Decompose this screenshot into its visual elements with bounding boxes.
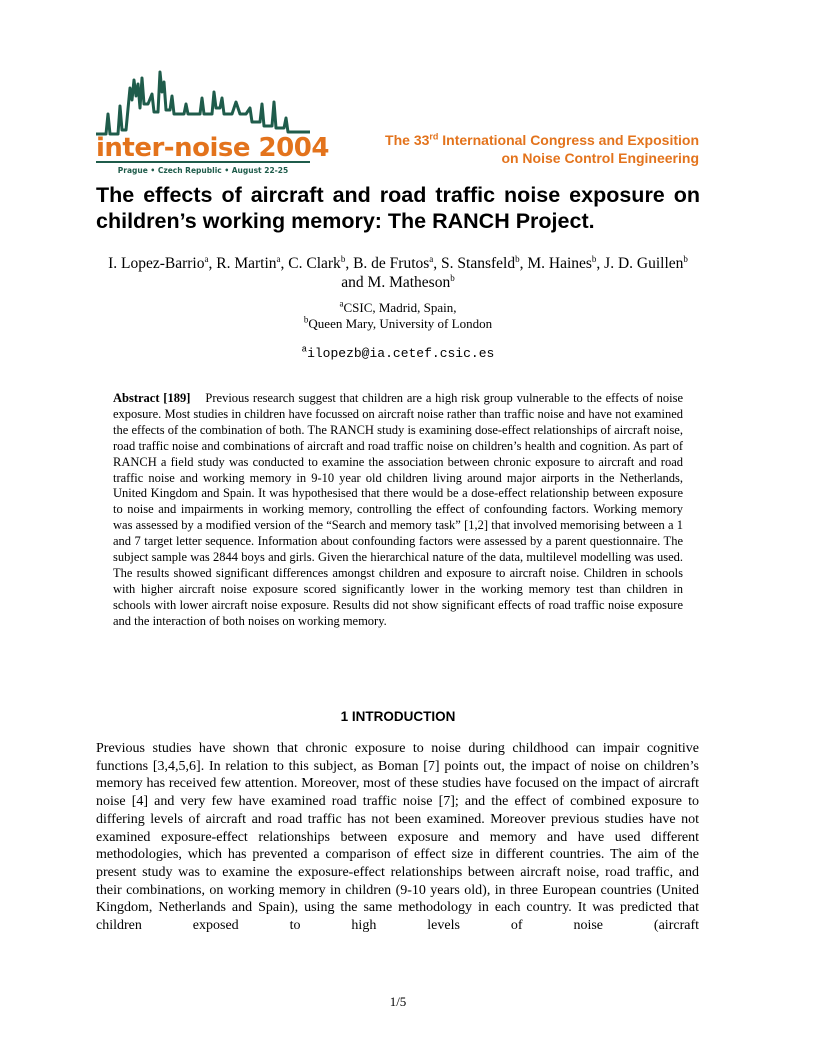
author-separator: and [341, 274, 368, 291]
author-affil-marker: a [204, 253, 209, 264]
affiliation-b [96, 316, 700, 332]
congress-line-1 [385, 131, 699, 149]
author-affil-marker: a [429, 253, 434, 264]
author-list [96, 254, 700, 292]
affil-text: Queen Mary, University of London [308, 316, 493, 331]
congress-header [385, 131, 699, 167]
author-affil-marker: b [515, 253, 520, 264]
logo-wordmark: inter-noise 2004 [96, 133, 329, 163]
section-heading: 1 INTRODUCTION [340, 709, 456, 724]
author-name: C. Clark [288, 255, 341, 272]
congress-text: The 33 [385, 132, 430, 148]
affiliation-a [96, 300, 700, 316]
abstract [113, 391, 683, 630]
paper-title: The effects of aircraft and road traffic noise exposure on children’s working memory: The RANCH Project. [96, 183, 700, 233]
affil-marker: b [303, 314, 309, 325]
congress-line-2: on Noise Control Engineering [501, 150, 699, 166]
author-name: J. D. Guillen [604, 255, 684, 272]
author-name: B. de Frutos [353, 255, 430, 272]
inter-noise-logo [96, 68, 329, 180]
ordinal-suffix: rd [429, 131, 439, 142]
author-name: M. Matheson [367, 274, 451, 291]
abstract-text: Previous research suggest that children are a high risk group vulnerable to the effects of noise exposure. Most studies in children have focussed on aircraft noise rather than traffic noise and have not examined the effects of the combination of both. The RANCH study is examining dose-effect relationships of aircraft noise, road traffic noise and combinations of aircraft and road traffic noise on children’s health and cognition. As part of RANCH a field study was conducted to examine the association between chronic exposure to aircraft and road traffic noise and working memory in 9-10 year old children living around major airports in the Netherlands, United Kingdom and Spain. It was hypothesised that there would be a dose-effect relationship between exposure to noise and impairments in working memory, controlling the effect of confounding factors. Working memory was assessed by a modified version of the “Search and memory task” [1,2] that involved memorising between a 1 and 7 target letter sequence. Information about confounding factors were assessed by a parent questionnaire. The subject sample was 2844 boys and girls. Given the hierarchical nature of the data, multilevel modelling was used. The results showed significant differences amongst children and exposure to aircraft noise. Children in schools with higher aircraft noise exposure scored significantly lower in the working memory test than children in schools with lower aircraft noise exposure. Results did not show significant effects of road traffic noise exposure and the interaction of both noises on working memory. [113, 391, 684, 628]
author-affil-marker: b [340, 253, 346, 264]
email-address[interactable]: ilopezb@ia.cetef.csic.es [307, 346, 495, 361]
page-number: 1/5 [389, 994, 407, 1009]
email-marker: a [301, 344, 308, 355]
author-name: M. Haines [527, 255, 592, 272]
contact-email[interactable] [96, 346, 700, 362]
author-separator: , [596, 255, 605, 272]
author-affil-marker: b [683, 253, 688, 264]
prague-skyline-graphic [96, 72, 310, 134]
affil-text: CSIC, Madrid, Spain, [343, 300, 457, 315]
intro-paragraph: Previous studies have shown that chronic exposure to noise during childhood can impair cognitive functions [3,4,5,6]. In relation to this subject, as Boman [7] points out, the impact of noise on children’s memory has received few attention. Moreover, most of these studies have focused on the impact of aircraft noise [4] and very few have examined road traffic noise [7]; and the effect of combined exposure to differing levels of aircraft and road traffic has not been examined. Moreover previous studies have not examined exposure-effect relationships between exposure and memory and have used different methodologies, which has prevented a comparison of effect size in different countries. The aim of the present study was to examine the exposure-effect relationships between aircraft noise, road traffic, and their combinations, on working memory in children (9-10 years old), in three European countries (United Kingdom, Netherlands and Spain), using the same methodology in each country. It was predicted that children exposed to high levels of noise (aircraft [96, 741, 699, 934]
author-name: S. Stansfeld [441, 255, 516, 272]
author-name: R. Martin [216, 255, 277, 272]
abstract-label: Abstract [189] [113, 391, 191, 405]
author-separator: , [519, 255, 528, 272]
author-name: I. Lopez-Barrio [108, 255, 205, 272]
author-separator: , [433, 255, 442, 272]
author-separator: , [280, 255, 289, 272]
affil-marker: a [339, 298, 344, 309]
congress-text: International Congress and Exposition [438, 132, 699, 148]
author-separator: , [208, 255, 217, 272]
author-affil-marker: a [276, 253, 281, 264]
author-affil-marker: b [591, 253, 597, 264]
logo-subtitle: Prague • Czech Republic • August 22-25 [117, 166, 289, 175]
author-separator: , [345, 255, 354, 272]
affiliations [96, 300, 700, 332]
author-affil-marker: b [450, 272, 455, 283]
